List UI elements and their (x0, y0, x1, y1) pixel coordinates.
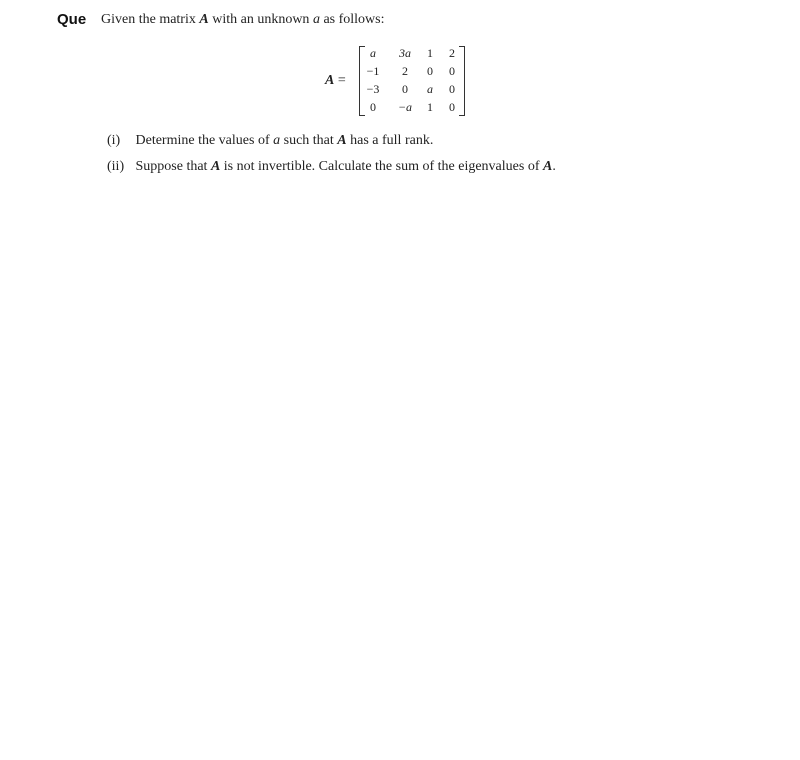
part-symbol: A (543, 159, 553, 174)
part-text: . (552, 159, 556, 174)
part-var: a (273, 133, 281, 148)
equation-lhs (325, 73, 346, 89)
part-number: (i) (107, 133, 121, 148)
part-text: such that (283, 133, 334, 148)
matrix-cell: −1 (366, 64, 380, 78)
equals-sign: = (337, 73, 346, 88)
matrix-cell: 2 (449, 46, 455, 60)
lhs-symbol: A (325, 73, 335, 88)
matrix-cell: 0 (427, 64, 433, 78)
matrix (359, 46, 465, 116)
matrix-cell: 0 (449, 64, 455, 78)
matrix-cell: 2 (402, 64, 408, 78)
matrix-cell: a (370, 46, 376, 60)
matrix-cell: 0 (449, 82, 455, 96)
unknown-symbol: a (312, 12, 320, 27)
left-bracket-bottom (360, 115, 365, 116)
part-symbol: A (210, 159, 221, 174)
matrix-cell: 0 (449, 100, 455, 114)
intro-suffix: as follows: (323, 12, 385, 27)
matrix-symbol: A (199, 12, 209, 27)
part-text: Suppose that (135, 159, 208, 174)
part-ii (107, 159, 556, 175)
matrix-cell: 1 (427, 100, 433, 114)
matrix-cell: −3 (366, 82, 380, 96)
part-text: Determine the values of (135, 133, 270, 148)
intro-middle: with an unknown (212, 12, 310, 27)
matrix-cell: −a (397, 100, 413, 114)
intro-prefix: Given the matrix (101, 12, 196, 27)
part-i (107, 133, 433, 149)
part-text: is not invertible. Calculate the sum of the eigenvalues of (223, 159, 540, 174)
matrix-cell: 3a (399, 46, 411, 60)
matrix-cell: 0 (402, 82, 408, 96)
part-number: (ii) (107, 159, 125, 174)
right-bracket-bottom (459, 115, 464, 116)
part-symbol: A (337, 133, 347, 148)
question-intro (101, 12, 385, 28)
matrix-cell: 1 (427, 46, 433, 60)
matrix-cell: a (427, 82, 433, 96)
part-text: has a full rank. (350, 133, 434, 148)
question-label: Que (57, 11, 87, 28)
matrix-cell: 0 (370, 100, 376, 114)
